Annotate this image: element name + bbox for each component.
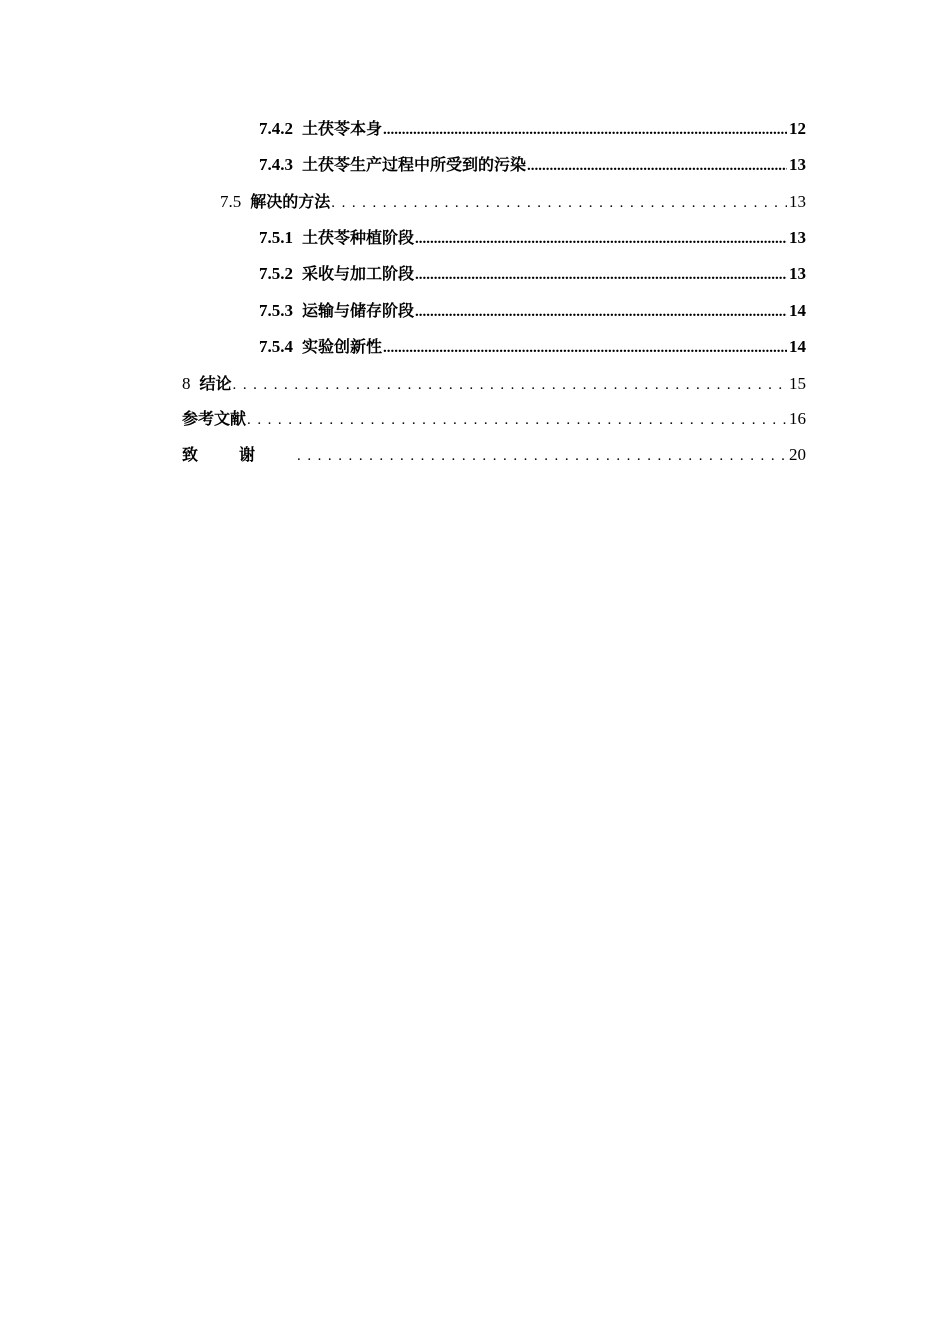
toc-entry-page: 16 [789,409,806,428]
toc-entry-number: 7.5 [220,192,242,211]
dot-leader [331,191,787,214]
toc-entry-number: 8 [182,374,191,393]
toc-entry-7-5-4[interactable] [259,336,806,358]
toc-entry-title: 土茯苓本身 [302,119,383,138]
toc-entry-title: 参考文献 [182,409,247,428]
dot-leader [297,444,787,467]
toc-entry-7-5-3[interactable] [259,300,806,322]
toc-entry-7-5[interactable] [220,191,806,213]
toc-entry-acknowledgements[interactable] [182,444,806,466]
toc-entry-title: 实验创新性 [302,337,383,356]
toc-entry-number: 7.5.3 [259,301,293,320]
toc-entry-page: 12 [789,119,806,138]
toc-entry-title: 运输与储存阶段 [302,301,415,320]
toc-entry-7-4-3[interactable] [259,154,806,176]
dot-leader [415,227,787,250]
toc-entry-title: 采收与加工阶段 [302,264,415,283]
toc-entry-title: 土茯苓生产过程中所受到的污染 [302,155,527,174]
dot-leader [527,154,787,177]
dot-leader [383,336,787,359]
toc-entry-number: 7.5.4 [259,337,293,356]
toc-entry-references[interactable] [182,408,806,430]
toc-entry-title: 土茯苓种植阶段 [302,228,415,247]
dot-leader [415,263,787,286]
toc-entry-page: 15 [789,374,806,393]
toc-entry-8[interactable] [182,373,806,395]
toc-entry-page: 13 [789,228,806,247]
toc-entry-page: 13 [789,155,806,174]
toc-entry-number: 7.4.2 [259,119,293,138]
toc-entry-page: 20 [789,445,806,464]
toc-entry-number: 7.5.2 [259,264,293,283]
dot-leader [233,373,787,396]
toc-entry-page: 13 [789,192,806,211]
toc-entry-number: 7.4.3 [259,155,293,174]
toc-entry-7-5-1[interactable] [259,227,806,249]
toc-entry-page: 14 [789,337,806,356]
toc-entry-title: 致谢 [182,445,297,464]
toc-entry-7-4-2[interactable] [259,118,806,140]
toc-entry-page: 13 [789,264,806,283]
toc-entry-page: 14 [789,301,806,320]
dot-leader [247,408,787,431]
dot-leader [415,300,787,323]
toc-entry-7-5-2[interactable] [259,263,806,285]
toc-entry-number: 7.5.1 [259,228,293,247]
toc-entry-title: 解决的方法 [250,192,331,211]
toc-entry-title: 结论 [199,374,232,393]
dot-leader [383,118,787,141]
